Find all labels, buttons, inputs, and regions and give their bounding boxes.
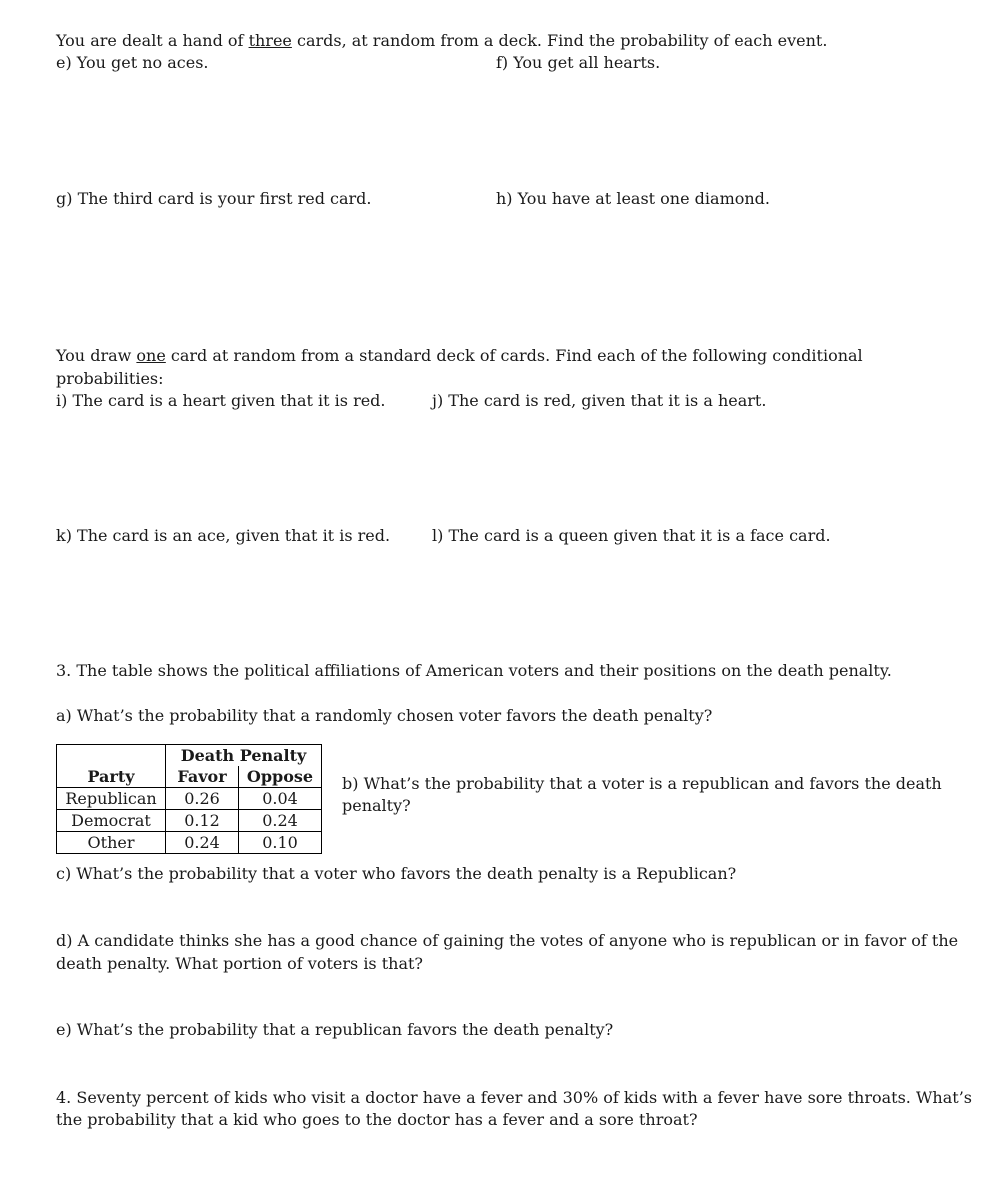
table-cell-favor: 0.26: [166, 788, 239, 810]
table-cell-favor: 0.24: [166, 832, 239, 854]
table-header-row: [57, 766, 322, 788]
table-header-group-row: [57, 745, 322, 767]
table-cell-party: Republican: [57, 788, 166, 810]
question-g-third-first-red: g) The third card is your first red card.: [56, 189, 372, 208]
table-col-favor: Favor: [166, 766, 239, 788]
problem-3-intro: 3. The table shows the political affiliations of American voters and their positions on the death penalty.: [56, 661, 892, 680]
table-cell-party: Other: [57, 832, 166, 854]
intro-draw-one-card-line2: probabilities:: [56, 369, 164, 388]
table-cell-oppose: 0.24: [239, 810, 322, 832]
problem-3-question-d-line2: death penalty. What portion of voters is that?: [56, 954, 424, 973]
problem-3-question-a: a) What’s the probability that a randomly chosen voter favors the death penalty?: [56, 706, 713, 725]
problem-3-question-d: d) A candidate thinks she has a good chance of gaining the votes of anyone who is republican or in favor of the: [56, 931, 959, 950]
problem-3-question-b-line2: penalty?: [342, 796, 411, 815]
problem-3-question-e: e) What’s the probability that a republican favors the death penalty?: [56, 1020, 614, 1039]
intro-draw-one-card: You draw one card at random from a standard deck of cards. Find each of the following conditional: [56, 346, 863, 365]
question-e-no-aces: e) You get no aces.: [56, 53, 209, 72]
question-i-heart-given-red: i) The card is a heart given that it is red.: [56, 391, 386, 410]
problem-3-question-b: b) What’s the probability that a voter is a republican and favors the death: [342, 774, 942, 793]
intro-dealt-cards: You are dealt a hand of three cards, at random from a deck. Find the probability of each event.: [56, 31, 828, 50]
question-j-red-given-heart: j) The card is red, given that it is a heart.: [432, 391, 767, 410]
death-penalty-table: [56, 744, 322, 854]
table-blank-corner: [57, 745, 166, 767]
question-h-at-least-one-diamond: h) You have at least one diamond.: [496, 189, 770, 208]
emphasis-one: one: [136, 346, 166, 365]
table-cell-oppose: 0.10: [239, 832, 322, 854]
problem-4-text-line2: the probability that a kid who goes to the doctor has a fever and a sore throat?: [56, 1110, 698, 1129]
problem-4-text: 4. Seventy percent of kids who visit a doctor have a fever and 30% of kids with a fever have sore throats. What’s: [56, 1088, 972, 1107]
table-cell-favor: 0.12: [166, 810, 239, 832]
table-group-header: Death Penalty: [166, 745, 322, 767]
table-col-oppose: Oppose: [239, 766, 322, 788]
problem-3-question-c: c) What’s the probability that a voter who favors the death penalty is a Republican?: [56, 864, 737, 883]
table-cell-party: Democrat: [57, 810, 166, 832]
table-row: [57, 810, 322, 832]
emphasis-three: three: [248, 31, 292, 50]
table-row: [57, 832, 322, 854]
table-cell-oppose: 0.04: [239, 788, 322, 810]
question-k-ace-given-red: k) The card is an ace, given that it is red.: [56, 526, 391, 545]
table-col-party: Party: [57, 766, 166, 788]
question-l-queen-given-face: l) The card is a queen given that it is a face card.: [432, 526, 831, 545]
table-row: [57, 788, 322, 810]
question-f-all-hearts: f) You get all hearts.: [496, 53, 661, 72]
